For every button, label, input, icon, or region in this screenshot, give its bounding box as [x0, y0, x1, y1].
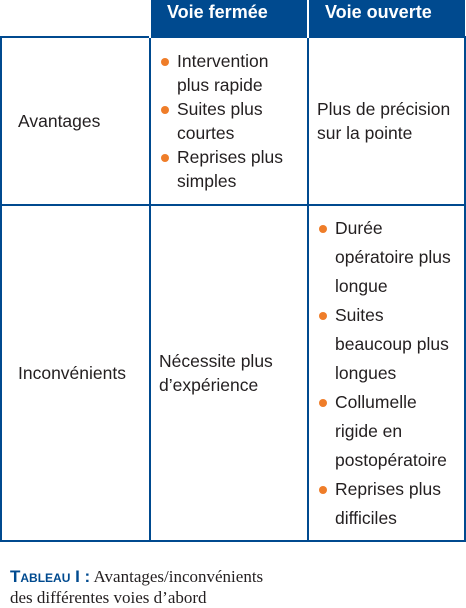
- bullet-dot-icon: [161, 154, 169, 162]
- row-label-disadvantages: Inconvénients: [1, 205, 150, 541]
- list-item: Suites plus courtes: [159, 97, 299, 145]
- table-row-disadvantages: [1, 205, 465, 541]
- list-item: Reprises plus simples: [159, 145, 299, 193]
- header-empty: [1, 0, 150, 37]
- list-item: Reprises plus difficiles: [317, 475, 456, 533]
- bullet-dot-icon: [161, 106, 169, 114]
- cell-advantages-open: Plus de précision sur la pointe: [308, 37, 465, 205]
- list-item: Durée opératoire plus longue: [317, 214, 456, 301]
- list-item: Intervention plus rapide: [159, 49, 299, 97]
- cell-disadvantages-open: [308, 205, 465, 541]
- header-row: [1, 0, 465, 37]
- header-closed-approach: Voie fermée: [150, 0, 308, 37]
- bullet-dot-icon: [161, 58, 169, 66]
- caption-tag: Tableau I :: [10, 567, 91, 586]
- table-caption: [10, 566, 460, 608]
- header-open-approach: Voie ouverte: [308, 0, 465, 37]
- row-label-advantages: Avantages: [1, 37, 150, 205]
- list-item: Collumelle rigide en postopératoire: [317, 388, 456, 475]
- cell-disadvantages-closed: Nécessite plus d’expérience: [150, 205, 308, 541]
- bullet-list: [159, 49, 299, 193]
- table-row-advantages: [1, 37, 465, 205]
- bullet-dot-icon: [319, 486, 327, 494]
- caption-text-line2: des différentes voies d’abord: [10, 588, 207, 607]
- caption-text-line1: Avantages/inconvénients: [93, 567, 264, 586]
- bullet-list: [317, 214, 456, 533]
- bullet-dot-icon: [319, 399, 327, 407]
- cell-advantages-closed: [150, 37, 308, 205]
- list-item: Suites beaucoup plus longues: [317, 301, 456, 388]
- bullet-dot-icon: [319, 225, 327, 233]
- bullet-dot-icon: [319, 312, 327, 320]
